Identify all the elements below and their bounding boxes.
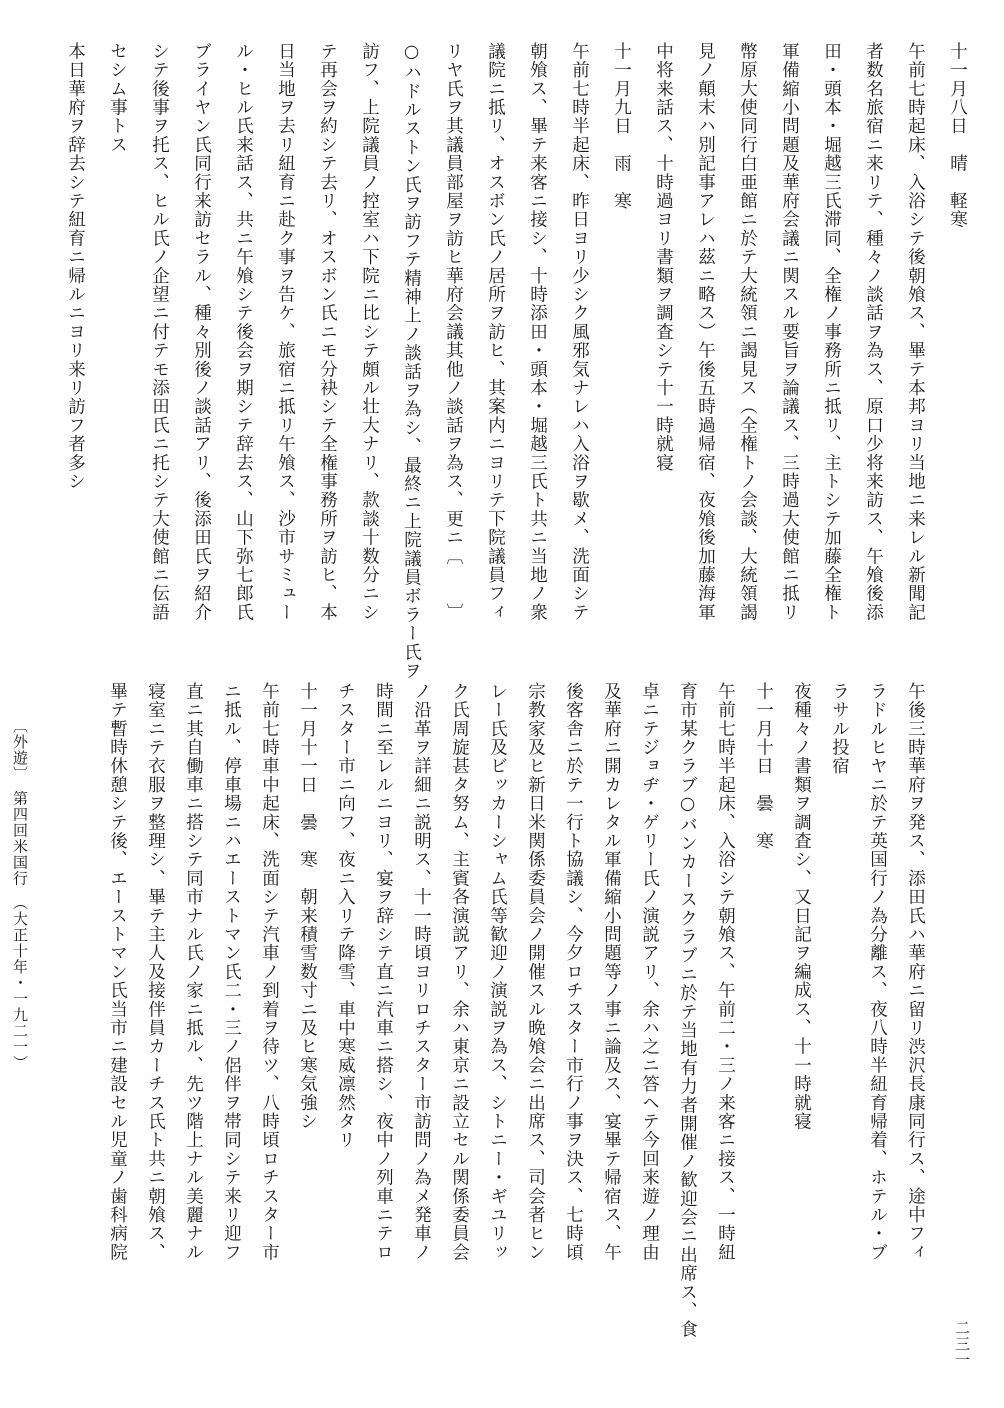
text-column: 朝飧ス、畢テ来客ニ接シ、十時添田・頭本・堀越三氏ト共ニ当地ノ衆 xyxy=(527,42,548,622)
date-heading: 十一月九日 雨 寒 xyxy=(611,42,632,211)
text-column: レー氏及ビッカーシャム氏等歓迎ノ演説ヲ為ス、シトニー・ギユリッ xyxy=(487,682,508,1262)
text-column: 訪フ、上院議員ノ控室ハ下院ニ比シテ頗ル壮大ナリ、款談十数分ニシ xyxy=(359,42,380,622)
text-column: ノ沿革ヲ詳細ニ説明ス、十一時頃ヨリロチスター市訪問ノ為メ発車ノ xyxy=(411,682,432,1262)
text-column: ○ハドルストン氏ヲ訪フテ精神上ノ談話ヲ為シ、最終ニ上院議員ボラー氏ヲ xyxy=(401,42,422,681)
text-column: 夜種々ノ書類ヲ調査シ、又日記ヲ編成ス、十一時就寝 xyxy=(791,682,812,1131)
text-column: テ再会ヲ約シテ去リ、オスボン氏ニモ分袂シテ全権事務所ヲ訪ヒ、本 xyxy=(317,42,338,622)
running-footer: 〔外遊〕 第四回米国行 （大正十年・一九二一） xyxy=(11,718,29,1071)
text-column: 午前七時起床、入浴シテ後朝飧ス、畢テ本邦ヨリ当地ニ来レル新聞記 xyxy=(905,42,926,622)
text-column: 午前七時半起床、入浴シテ朝飧ス、午前二・三ノ来客ニ接ス、一時紐 xyxy=(715,682,736,1262)
text-column: シテ後事ヲ托ス、ヒル氏ノ企望ニ付テモ添田氏ニ托シテ大使館ニ伝語 xyxy=(149,42,170,622)
text-column: 卓ニテジョヂ・ゲリー氏ノ演説アリ、余ハ之ニ答ヘテ今回来遊ノ理由 xyxy=(639,682,660,1262)
date-heading: 十一月十一日 曇 寒 朝来積雪数寸ニ及ヒ寒気強シ xyxy=(297,682,318,1131)
text-column: 本日華府ヲ辞去シテ紐育ニ帰ルニヨリ来リ訪フ者多シ xyxy=(65,42,86,491)
text-column: ラドルヒヤニ於テ英国行ノ為分離ス、夜八時半紐育帰着、ホテル・ブ xyxy=(867,682,888,1262)
text-column: 及華府ニ開カレタル軍備縮小問題等ノ事ニ論及ス、宴畢テ帰宿ス、午 xyxy=(601,682,622,1262)
text-column: チスター市ニ向フ、夜ニ入リテ降雪、車中寒威凛然タリ xyxy=(335,682,356,1150)
text-column: 田・頭本・堀越三氏滞同、全権ノ事務所ニ抵リ、主トシテ加藤全権ト xyxy=(821,42,842,622)
page-number: 二三一 xyxy=(953,1320,971,1368)
text-column: ル・ヒル氏来話ス、共ニ午飧シテ後会ヲ期シテ辞去ス、山下弥七郎氏 xyxy=(233,42,254,622)
text-column: 育市某クラブ○バンカースクラブニ於テ当地有力者開催ノ歓迎会ニ出席ス、食 xyxy=(677,682,698,1339)
text-column: セシム事トス xyxy=(107,42,128,155)
text-column: 畢テ暫時休憩シテ後、エーストマン氏当市ニ建設セル児童ノ歯科病院 xyxy=(107,682,128,1262)
date-heading: 十一月十日 曇 寒 xyxy=(753,682,774,851)
text-column: 日当地ヲ去リ紐育ニ赴ク事ヲ告ケ、旅宿ニ抵リ午飧ス、沙市サミュー xyxy=(275,42,296,622)
text-column: 時間ニ至レルニヨリ、宴ヲ辞シテ直ニ汽車ニ搭シ、夜中ノ列車ニテロ xyxy=(373,682,394,1262)
text-column: 午前七時半起床、昨日ヨリ少シク風邪気ナレハ入浴ヲ歇メ、洗面シテ xyxy=(569,42,590,622)
text-column: 中将来話ス、十時過ヨリ書類ヲ調査シテ十一時就寝 xyxy=(653,42,674,473)
text-column: 見ノ顛末ハ別記事アレハ茲ニ略ス）午後五時過帰宿、夜飧後加藤海軍 xyxy=(695,42,716,622)
text-column: 幣原大使同行白亜館ニ於テ大統領ニ謁見ス（全権トノ会談、大統領謁 xyxy=(737,42,758,622)
text-column: リヤ氏ヲ其議員部屋ヲ訪ヒ華府会議其他ノ談話ヲ為ス、更ニ〔 〕 xyxy=(443,42,464,622)
text-column: 後客舎ニ於テ一行ト協議シ、今夕ロチスター市行ノ事ヲ決ス、七時頃 xyxy=(563,682,584,1262)
text-column: 午後三時華府ヲ発ス、添田氏ハ華府ニ留リ渋沢長康同行ス、途中フィ xyxy=(905,682,926,1262)
text-column: 寝室ニテ衣服ヲ整理シ、畢テ主人及接伴員カーチス氏ト共ニ朝飧ス、 xyxy=(145,682,166,1262)
text-column: ラサル投宿 xyxy=(829,682,850,776)
text-column: ク氏周旋甚タ努ム、主賓各演説アリ、余ハ東京ニ設立セル関係委員会 xyxy=(449,682,470,1262)
text-column: ニ抵ル、停車場ニハエーストマン氏二・三ノ侶伴ヲ帯同シテ来リ迎フ xyxy=(221,682,242,1262)
text-column: 議院ニ抵リ、オスボン氏ノ居所ヲ訪ヒ、其案内ニヨリテ下院議員フィ xyxy=(485,42,506,622)
text-column: 宗教家及ヒ新日米関係委員会ノ開催スル晩飧会ニ出席ス、司会者ヒン xyxy=(525,682,546,1262)
text-column: 者数名旅宿ニ来リテ、種々ノ談話ヲ為ス、原口少将来訪ス、午飧後添 xyxy=(863,42,884,622)
text-column: 直ニ其自働車ニ搭シテ同市ナル氏ノ家ニ抵ル、先ツ階上ナル美麗ナル xyxy=(183,682,204,1262)
text-column: 十一月八日 晴 軽寒 xyxy=(947,42,968,229)
text-column: 軍備縮小問題及華府会議ニ関スル要旨ヲ論議ス、三時過大使館ニ抵リ xyxy=(779,42,800,622)
text-column: ブライヤン氏同行来訪セラル、種々別後ノ談話アリ、後添田氏ヲ紹介 xyxy=(191,42,212,622)
text-column: 午前七時車中起床、洗面シテ汽車ノ到着ヲ待ツ、八時頃ロチスター市 xyxy=(259,682,280,1262)
